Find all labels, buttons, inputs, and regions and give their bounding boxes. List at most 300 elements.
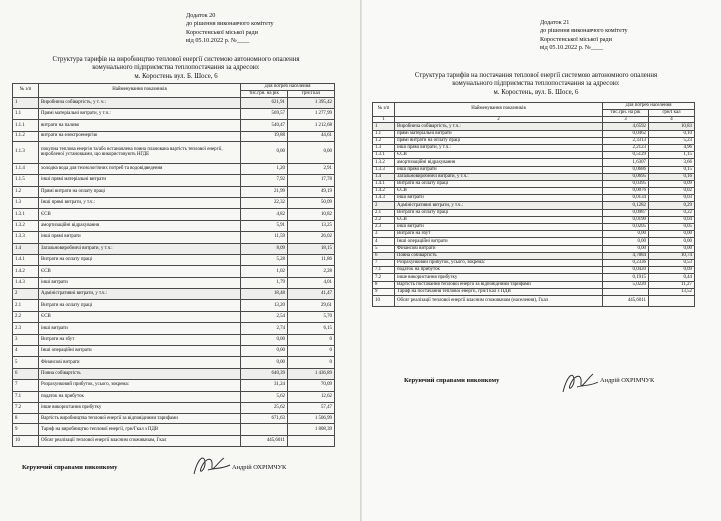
row-number-cell: 1.4.2 — [13, 266, 39, 277]
row-value-thousands-cell: 671,63 — [241, 414, 288, 424]
table-row — [373, 173, 695, 180]
table-row — [13, 424, 335, 435]
row-name-cell: амортизаційні відрахування — [39, 220, 241, 231]
row-value-thousands-cell: 1,6307 — [603, 159, 649, 166]
row-number-cell: 1.1.1 — [13, 120, 39, 131]
row-name-cell: Витрати на збут — [39, 334, 241, 345]
left-signature-name: Андрій ОХРІМЧУК — [232, 464, 287, 471]
row-name-cell: Розрахунковий прибуток, усього, зокрема: — [39, 380, 241, 391]
row-number-cell: 7.2 — [13, 402, 39, 413]
row-value-thousands-cell: 4,82 — [241, 209, 288, 220]
row-number-cell: 7 — [373, 259, 395, 266]
row-value-per-gcal-cell: 5,23 — [649, 137, 695, 144]
table-index-row — [373, 116, 695, 123]
row-name-cell: Виробнича собівартість, у т.ч.: — [395, 123, 603, 130]
row-value-thousands-cell: 0,00 — [603, 238, 649, 245]
row-name-cell: інші витрати — [395, 224, 603, 231]
right-annex-line: Додаток 21 — [540, 19, 570, 26]
row-number-cell: 1.3 — [13, 197, 39, 208]
left-annex-block — [186, 12, 274, 46]
row-value-per-gcal-cell — [288, 435, 335, 446]
row-value-thousands-cell: 5,0220 — [603, 281, 649, 288]
row-number-cell: 1.4.1 — [373, 180, 395, 187]
right-title — [366, 72, 706, 97]
row-value-per-gcal-cell: 70,09 — [288, 380, 335, 391]
table-row — [13, 254, 335, 265]
row-value-per-gcal-cell: 57,47 — [288, 402, 335, 413]
row-name-cell: ЄСВ — [395, 152, 603, 159]
left-tariff-table — [12, 83, 335, 447]
row-value-per-gcal-cell: 0,44 — [649, 274, 695, 281]
row-name-cell: Витрати на оплату праці — [395, 180, 603, 187]
row-value-per-gcal-cell: 2,91 — [288, 163, 335, 174]
row-value-thousands-cell: 0,0686 — [603, 166, 649, 173]
row-value-thousands-cell: 8,09 — [241, 243, 288, 254]
row-name-cell: прямі витрати на оплату праці — [395, 137, 603, 144]
row-value-per-gcal-cell: 2,28 — [288, 266, 335, 277]
table-row — [373, 159, 695, 166]
row-value-thousands-cell: 0,00 — [603, 245, 649, 252]
row-name-cell: Тариф на постачання теплової енергії, грн/Гкал з ПДВ — [395, 288, 603, 295]
row-number-cell: 8 — [373, 281, 395, 288]
row-number-cell: 2.2 — [373, 216, 395, 223]
table-row — [373, 144, 695, 151]
row-number-cell: 2.3 — [13, 323, 39, 334]
row-value-thousands-cell: 2,2123 — [603, 144, 649, 151]
row-value-per-gcal-cell: 10,74 — [649, 252, 695, 259]
left-signature-scribble-icon — [188, 452, 234, 478]
row-value-per-gcal-cell: 1 436,89 — [288, 368, 335, 379]
table-row — [13, 289, 335, 300]
row-value-thousands-cell: 0,00 — [241, 334, 288, 345]
row-name-cell: Фінансові витрати — [395, 245, 603, 252]
row-name-cell: ЄСВ — [395, 188, 603, 195]
table-row — [13, 243, 335, 254]
row-name-cell: Обсяг реалізації теплової енергії власним споживачам (населення), Гкал — [395, 295, 603, 306]
table-row — [373, 259, 695, 266]
row-value-per-gcal-cell: 0,22 — [649, 209, 695, 216]
row-number-cell: 7.1 — [373, 267, 395, 274]
row-name-cell: податок на прибуток — [39, 391, 241, 402]
table-row — [13, 175, 335, 186]
row-value-per-gcal-cell: 29,61 — [288, 300, 335, 311]
table-row — [373, 224, 695, 231]
row-number-cell: 7 — [13, 380, 39, 391]
row-number-cell: 6 — [373, 252, 395, 259]
row-name-cell: Витрати на збут — [395, 231, 603, 238]
row-number-cell: 1.3.3 — [13, 232, 39, 243]
table-row — [13, 186, 335, 197]
table-row — [13, 334, 335, 345]
row-value-per-gcal-cell: 0,00 — [288, 141, 335, 163]
row-value-per-gcal-cell: 0,04 — [649, 216, 695, 223]
table-row — [373, 288, 695, 295]
table-row — [13, 402, 335, 413]
table-row — [13, 141, 335, 163]
row-number-cell: 2.1 — [13, 300, 39, 311]
table-row — [373, 252, 695, 259]
row-number-cell: 5 — [13, 357, 39, 368]
row-name-cell: інше використання прибутку — [39, 402, 241, 413]
row-value-per-gcal-cell: 41,47 — [288, 289, 335, 300]
row-value-thousands-cell: 0,0134 — [603, 195, 649, 202]
row-name-cell: Виробнича собівартість, у т. ч.: — [39, 97, 241, 108]
table-row — [373, 137, 695, 144]
row-number-cell: 1.4 — [13, 243, 39, 254]
row-number-cell: 1.1 — [13, 108, 39, 119]
row-name-cell: холодна вода для технологічних потреб та водовідведення — [39, 163, 241, 174]
row-number-cell: 1.3 — [373, 144, 395, 151]
row-number-cell: 2 — [373, 202, 395, 209]
row-value-per-gcal-cell: 49,19 — [288, 186, 335, 197]
table-header-row — [13, 84, 335, 91]
table-row — [373, 216, 695, 223]
row-name-cell: Витрати на оплату праці — [395, 209, 603, 216]
row-number-cell: 1.3.3 — [373, 166, 395, 173]
row-value-thousands-cell: 2,3313 — [603, 137, 649, 144]
row-name-cell: ЄСВ — [39, 209, 241, 220]
row-name-cell: інші прямі витрати, у т.ч.: — [395, 144, 603, 151]
row-name-cell: покупна теплова енергія та/або встановлена повна планована вартість теплової енергії, виробленої установками, що використовують НГДЕ — [39, 141, 241, 163]
row-value-thousands-cell: 445,6011 — [603, 295, 649, 306]
row-value-per-gcal-cell — [649, 295, 695, 306]
table-row — [373, 274, 695, 281]
row-value-thousands-cell: 25,62 — [241, 402, 288, 413]
row-value-per-gcal-cell: 18,15 — [288, 243, 335, 254]
index-cell: 1 — [373, 116, 395, 123]
row-value-per-gcal-cell: 13,52 — [649, 288, 695, 295]
row-number-cell: 1.4.3 — [13, 277, 39, 288]
row-value-thousands-cell: 22,32 — [241, 197, 288, 208]
row-value-per-gcal-cell: 0,15 — [649, 166, 695, 173]
row-name-cell: Прямі витрати на оплату праці — [39, 186, 241, 197]
row-value-thousands-cell: 5,62 — [241, 391, 288, 402]
left-title-line: м. Коростень вул. Б. Шосе, 6 — [134, 72, 218, 80]
row-value-thousands-cell: 21,99 — [241, 186, 288, 197]
row-number-cell: 1.1.4 — [13, 163, 39, 174]
row-value-per-gcal-cell: 10,82 — [288, 209, 335, 220]
row-value-thousands-cell: 5,28 — [241, 254, 288, 265]
header-col2: грн/Гкал — [649, 109, 695, 116]
row-name-cell: Інші прямі витрати, у т.ч.: — [39, 197, 241, 208]
table-row — [373, 180, 695, 187]
row-name-cell: податок на прибуток — [395, 267, 603, 274]
row-number-cell: 5 — [373, 245, 395, 252]
table-row — [13, 120, 335, 131]
row-value-thousands-cell — [241, 424, 288, 435]
row-value-thousands-cell: 2,54 — [241, 311, 288, 322]
table-row — [373, 188, 695, 195]
table-row — [13, 391, 335, 402]
row-value-per-gcal-cell: 1,15 — [649, 152, 695, 159]
index-cell: 2 — [395, 116, 603, 123]
row-number-cell: 1.3.1 — [13, 209, 39, 220]
row-value-thousands-cell: 4,7884 — [603, 252, 649, 259]
row-name-cell: інші витрати — [39, 323, 241, 334]
table-row — [13, 435, 335, 446]
right-signature-role: Керуючий справами виконкому — [404, 377, 500, 384]
table-row — [373, 202, 695, 209]
row-name-cell: інші витрати — [395, 195, 603, 202]
row-name-cell: Інші операційні витрати — [395, 238, 603, 245]
row-name-cell: витрати на паливо — [39, 120, 241, 131]
row-number-cell: 2 — [13, 289, 39, 300]
table-row — [13, 163, 335, 174]
row-value-thousands-cell: 640,39 — [241, 368, 288, 379]
row-number-cell: 1.4.1 — [13, 254, 39, 265]
row-value-thousands-cell: 2,74 — [241, 323, 288, 334]
row-value-per-gcal-cell: 0,29 — [649, 202, 695, 209]
left-title-line: Структура тарифів на виробництво теплової енергії системою автономного опалення — [52, 56, 300, 63]
row-value-thousands-cell: 0,0190 — [603, 216, 649, 223]
row-value-per-gcal-cell: 0 — [288, 334, 335, 345]
table-row — [13, 232, 335, 243]
row-value-per-gcal-cell: 0 — [288, 357, 335, 368]
row-number-cell: 1.1.2 — [13, 131, 39, 141]
right-title-line: м. Коростень, вул. Б. Шосе, 6 — [493, 88, 579, 96]
row-name-cell: Тариф на виробництво теплової енергії, грн/Гкал з ПДВ — [39, 424, 241, 435]
table-row — [13, 300, 335, 311]
table-row — [13, 220, 335, 231]
right-title-line: Структура тарифів на постачання теплової енергії системою автономного опалення — [414, 72, 658, 79]
header-number: № з/п — [373, 103, 395, 117]
table-row — [373, 195, 695, 202]
table-row — [373, 267, 695, 274]
row-value-per-gcal-cell: 0,16 — [649, 173, 695, 180]
row-value-thousands-cell: 0,1282 — [603, 202, 649, 209]
row-value-thousands-cell: 5,91 — [241, 220, 288, 231]
table-row — [373, 281, 695, 288]
row-number-cell: 8 — [13, 414, 39, 424]
row-value-thousands-cell: 1,20 — [241, 163, 288, 174]
row-number-cell: 1.4.3 — [373, 195, 395, 202]
row-number-cell: 1.1.3 — [13, 141, 39, 163]
row-value-per-gcal-cell: 1 506,99 — [288, 414, 335, 424]
table-row — [13, 368, 335, 379]
row-number-cell: 1.1.5 — [13, 175, 39, 186]
row-value-thousands-cell: 0,0395 — [603, 180, 649, 187]
right-annex-block — [540, 19, 628, 53]
header-col1: тис.грн. на рік — [241, 90, 288, 97]
row-name-cell: Вартість постачання теплової енергії за відповідними тарифами — [395, 281, 603, 288]
table-row — [13, 108, 335, 119]
row-value-per-gcal-cell: 1 808,39 — [288, 424, 335, 435]
row-value-per-gcal-cell: 0 — [288, 346, 335, 357]
row-value-thousands-cell: 18,48 — [241, 289, 288, 300]
row-value-per-gcal-cell: 0,09 — [649, 180, 695, 187]
row-number-cell: 9 — [373, 288, 395, 295]
row-number-cell: 7.1 — [13, 391, 39, 402]
row-value-thousands-cell: 621,91 — [241, 97, 288, 108]
row-value-per-gcal-cell: 0,00 — [649, 245, 695, 252]
header-col1: тис.грн. на рік — [603, 109, 649, 116]
row-value-thousands-cell: 0,0987 — [603, 209, 649, 216]
row-name-cell: Загальновиробничі витрати, у т.ч.: — [395, 173, 603, 180]
table-row — [13, 209, 335, 220]
table-row — [13, 346, 335, 357]
table-row — [373, 166, 695, 173]
row-value-per-gcal-cell: 0,53 — [649, 259, 695, 266]
row-name-cell: Інші операційні витрати — [39, 346, 241, 357]
row-value-per-gcal-cell: 0,02 — [649, 188, 695, 195]
row-value-thousands-cell: 0,0695 — [603, 173, 649, 180]
row-value-per-gcal-cell: 50,09 — [288, 197, 335, 208]
row-number-cell: 1.3.1 — [373, 152, 395, 159]
row-number-cell: 7.2 — [373, 274, 395, 281]
row-value-per-gcal-cell: 0,03 — [649, 195, 695, 202]
header-group: Для потреб населення — [241, 84, 335, 91]
row-name-cell: Прямі матеріальні витрати, у т.ч.: — [39, 108, 241, 119]
row-name-cell: ЄСВ — [39, 266, 241, 277]
row-value-thousands-cell: 569,57 — [241, 108, 288, 119]
right-tariff-table — [372, 102, 695, 307]
header-group: Для потреб населення — [603, 103, 695, 110]
row-value-per-gcal-cell: 4,01 — [288, 277, 335, 288]
row-value-per-gcal-cell: 1 277,99 — [288, 108, 335, 119]
table-row — [13, 311, 335, 322]
row-value-per-gcal-cell: 4,96 — [649, 144, 695, 151]
row-number-cell: 3 — [13, 334, 39, 345]
row-number-cell: 6 — [13, 368, 39, 379]
row-name-cell: Вартість виробництва теплової енергії за відповідними тарифами — [39, 414, 241, 424]
row-number-cell: 10 — [13, 435, 39, 446]
table-row — [373, 245, 695, 252]
row-name-cell: Адміністративні витрати, у т.ч.: — [39, 289, 241, 300]
row-number-cell: 1.2 — [13, 186, 39, 197]
table-row — [373, 130, 695, 137]
row-value-thousands-cell: 0,0076 — [603, 188, 649, 195]
row-value-thousands-cell: 11,59 — [241, 232, 288, 243]
row-value-per-gcal-cell: 26,02 — [288, 232, 335, 243]
row-number-cell: 10 — [373, 295, 395, 306]
index-cell: 3 — [603, 116, 649, 123]
row-value-per-gcal-cell: 11,27 — [649, 281, 695, 288]
row-value-thousands-cell: 31,24 — [241, 380, 288, 391]
left-annex-line: від 05.10.2022 р. №____ — [186, 37, 250, 45]
row-name-cell: ЄСВ — [395, 216, 603, 223]
row-value-thousands-cell: 1,02 — [241, 266, 288, 277]
table-header-row — [373, 103, 695, 110]
left-annex-line: Додаток 20 — [186, 12, 216, 19]
row-number-cell: 3 — [373, 231, 395, 238]
row-value-per-gcal-cell: 13,25 — [288, 220, 335, 231]
table-row — [13, 197, 335, 208]
row-number-cell: 1 — [373, 123, 395, 130]
row-value-thousands-cell: 0,00 — [241, 346, 288, 357]
table-row — [13, 266, 335, 277]
row-name-cell: Витрати на оплату праці — [39, 300, 241, 311]
row-name-cell: інші прямі витрати — [395, 166, 603, 173]
row-name-cell: інші прямі матеріальні витрати — [39, 175, 241, 186]
row-value-thousands-cell: 0,5129 — [603, 152, 649, 159]
row-number-cell: 1.1 — [373, 130, 395, 137]
row-value-thousands-cell: 0,2336 — [603, 259, 649, 266]
row-value-per-gcal-cell: 44,61 — [288, 131, 335, 141]
row-value-thousands-cell: 0,0420 — [603, 267, 649, 274]
row-value-per-gcal-cell: 0,05 — [649, 224, 695, 231]
row-value-per-gcal-cell: 12,62 — [288, 391, 335, 402]
header-name: Найменування показників — [395, 103, 603, 117]
row-value-per-gcal-cell: 1 395,42 — [288, 97, 335, 108]
row-value-thousands-cell: 0,00 — [603, 231, 649, 238]
right-annex-line: до рішення виконавчого комітету — [540, 27, 628, 35]
row-number-cell: 1 — [13, 97, 39, 108]
row-number-cell: 9 — [13, 424, 39, 435]
table-row — [13, 323, 335, 334]
row-name-cell: Адміністративні витрати, у т.ч.: — [395, 202, 603, 209]
row-value-per-gcal-cell: 0,00 — [649, 238, 695, 245]
table-row — [373, 209, 695, 216]
row-number-cell: 2.2 — [13, 311, 39, 322]
header-number: № з/п — [13, 84, 39, 98]
right-signature-scribble-icon — [558, 368, 602, 396]
row-value-thousands-cell: 0,00 — [241, 141, 288, 163]
row-value-thousands-cell: 19,88 — [241, 131, 288, 141]
row-value-per-gcal-cell: 17,78 — [288, 175, 335, 186]
row-number-cell: 1.3.2 — [13, 220, 39, 231]
row-name-cell: Загальновиробничі витрати, у т.ч.: — [39, 243, 241, 254]
row-name-cell: інше використання прибутку — [395, 274, 603, 281]
row-value-per-gcal-cell: 1 212,68 — [288, 120, 335, 131]
table-row — [373, 152, 695, 159]
table-row — [373, 231, 695, 238]
row-name-cell: Фінансові витрати — [39, 357, 241, 368]
row-value-per-gcal-cell: 5,70 — [288, 311, 335, 322]
row-value-per-gcal-cell: 3,66 — [649, 159, 695, 166]
row-name-cell: Повна собівартість — [395, 252, 603, 259]
right-annex-line: від 05.10.2022 р. №____ — [540, 44, 604, 52]
row-value-per-gcal-cell: 0,10 — [649, 130, 695, 137]
row-number-cell: 1.3.2 — [373, 159, 395, 166]
index-cell: 4 — [649, 116, 695, 123]
row-value-thousands-cell: 0,0462 — [603, 130, 649, 137]
table-row — [13, 97, 335, 108]
row-value-per-gcal-cell: 11,86 — [288, 254, 335, 265]
row-name-cell: амортизаційні відрахування — [395, 159, 603, 166]
row-value-thousands-cell: 13,20 — [241, 300, 288, 311]
header-name: Найменування показників — [39, 84, 241, 98]
left-annex-line: до рішення виконавчого комітету — [186, 20, 274, 28]
left-title-line: комунального підприємства теплопостачання за адресою: — [92, 64, 260, 72]
row-value-per-gcal-cell: 6,15 — [288, 323, 335, 334]
row-value-thousands-cell: 1,79 — [241, 277, 288, 288]
row-name-cell: Обсяг реалізації теплової енергії власним споживачам, Гкал — [39, 435, 241, 446]
row-value-per-gcal-cell: 0,00 — [649, 231, 695, 238]
row-number-cell: 1.4.2 — [373, 188, 395, 195]
row-number-cell: 1.4 — [373, 173, 395, 180]
table-row — [13, 277, 335, 288]
row-name-cell: Повна собівартість — [39, 368, 241, 379]
row-value-thousands-cell: 0,1915 — [603, 274, 649, 281]
row-name-cell: інші прямі витрати — [39, 232, 241, 243]
left-signature-role: Керуючий справами виконкому — [22, 464, 118, 471]
left-annex-line: Коростенської міської ради — [186, 28, 258, 36]
row-value-thousands-cell: 445,6011 — [241, 435, 288, 446]
right-page — [362, 0, 721, 521]
row-value-thousands-cell: 540,47 — [241, 120, 288, 131]
row-value-thousands-cell: 4,6592 — [603, 123, 649, 130]
left-title — [6, 56, 346, 81]
row-number-cell: 2.1 — [373, 209, 395, 216]
right-signature-name: Андрій ОХРІМЧУК — [600, 377, 655, 384]
row-number-cell: 4 — [373, 238, 395, 245]
row-value-per-gcal-cell: 0,09 — [649, 267, 695, 274]
row-number-cell: 4 — [13, 346, 39, 357]
row-name-cell: Розрахунковий прибуток, усього, зокрема: — [395, 259, 603, 266]
row-value-thousands-cell: 0,00 — [241, 357, 288, 368]
row-number-cell: 2.3 — [373, 224, 395, 231]
right-title-line: комунального підприємства теплопостачання за адресою: — [452, 80, 620, 88]
